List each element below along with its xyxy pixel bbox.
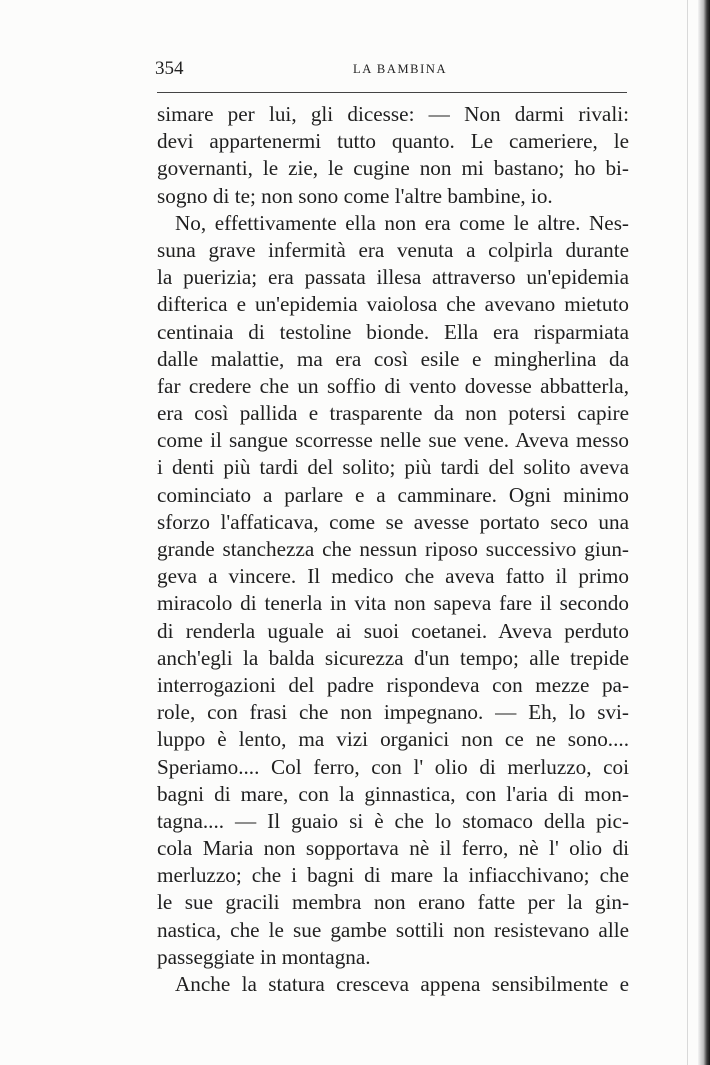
text-line: interrogazioni del padre rispondeva con mezze pa- xyxy=(157,672,629,697)
text-line: No, effettivamente ella non era come le altre. Nes- xyxy=(175,210,629,235)
text-line: le sue gracili membra non erano fatte per la gin- xyxy=(157,890,629,915)
text-line: di renderla uguale ai suoi coetanei. Aveva perduto xyxy=(157,618,629,643)
text-line: Anche la statura cresceva appena sensibilmente e xyxy=(175,972,629,996)
text-line: la puerizia; era passata illesa attraverso un'epidemia xyxy=(157,265,629,290)
text-line: come il sangue scorresse nelle sue vene. Aveva messo xyxy=(157,428,629,453)
text-line: cola Maria non sopportava nè il ferro, nè l' olio di xyxy=(157,836,629,861)
body-text xyxy=(157,101,629,998)
text-line: tagna.... — Il guaio si è che lo stomaco della pic- xyxy=(157,808,629,833)
page-header xyxy=(155,58,625,82)
text-line: anch'egli la balda sicurezza d'un tempo; alle trepide xyxy=(157,645,629,670)
page-number: 354 xyxy=(155,58,184,79)
running-title: LA BAMBINA xyxy=(353,62,448,76)
text-line: merluzzo; che i bagni di mare la infiacchivano; che xyxy=(157,863,629,888)
text-line: governanti, le zie, le cugine non mi bastano; ho bi- xyxy=(157,156,629,181)
text-line: sogno di te; non sono come l'altre bambine, io. xyxy=(157,183,553,208)
text-line: sforzo l'affaticava, come se avesse portato seco una xyxy=(157,509,629,534)
text-line: far credere che un soffio di vento dovesse abbatterla, xyxy=(157,373,629,398)
text-line: i denti più tardi del solito; più tardi del solito aveva xyxy=(157,455,629,480)
text-line: nastica, che le sue gambe sottili non resistevano alle xyxy=(157,917,629,942)
text-line: passeggiate in montagna. xyxy=(157,944,371,969)
text-line: role, con frasi che non impegnano. — Eh, lo svi- xyxy=(157,700,629,725)
page-edge-shadow xyxy=(698,0,710,1065)
text-line: Speriamo.... Col ferro, con l' olio di merluzzo, coi xyxy=(157,754,629,779)
text-line: simare per lui, gli dicesse: — Non darmi rivali: xyxy=(157,102,629,126)
text-line: bagni di mare, con la ginnastica, con l'aria di mon- xyxy=(157,781,629,806)
text-line: difterica e un'epidemia vaiolosa che avevano mietuto xyxy=(157,292,629,317)
text-line: centinaia di testoline bionde. Ella era risparmiata xyxy=(157,319,629,344)
text-line: devi appartenermi tutto quanto. Le cameriere, le xyxy=(157,129,629,154)
text-line: era così pallida e trasparente da non potersi capire xyxy=(157,401,629,426)
page-edge-line xyxy=(687,0,688,1065)
text-line: miracolo di tenerla in vita non sapeva fare il secondo xyxy=(157,591,629,616)
text-line: dalle malattie, ma era così esile e mingherlina da xyxy=(157,346,629,371)
text-line: geva a vincere. Il medico che aveva fatto il primo xyxy=(157,564,629,589)
text-line: suna grave infermità era venuta a colpirla durante xyxy=(157,237,629,262)
header-rule xyxy=(157,92,627,93)
text-line: cominciato a parlare e a camminare. Ogni minimo xyxy=(157,482,629,507)
text-line: luppo è lento, ma vizi organici non ce ne sono.... xyxy=(157,727,629,752)
text-line: grande stanchezza che nessun riposo successivo giun- xyxy=(157,537,629,561)
